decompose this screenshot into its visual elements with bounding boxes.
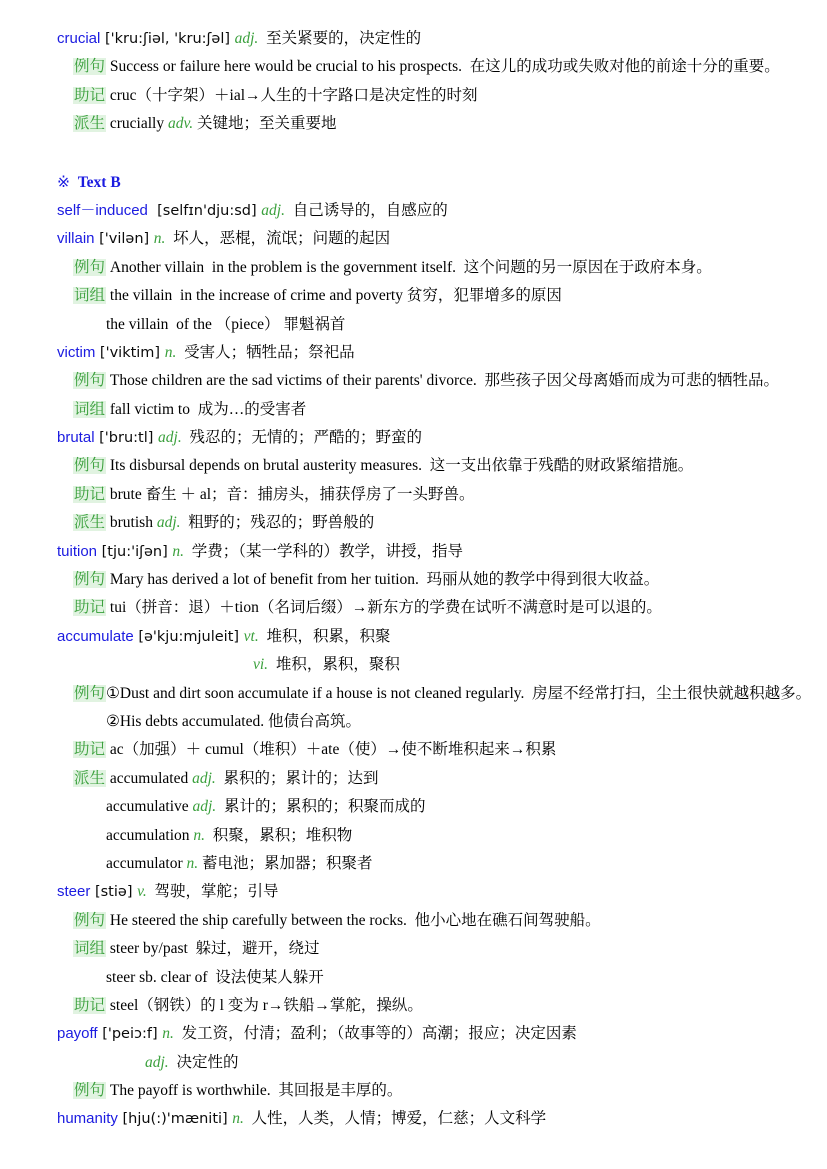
definition-text: ①Dust and dirt soon accumulate if a house is not cleaned regularly. 房屋不经常打扫，尘土很快就越积越多。: [106, 684, 812, 702]
headword: humanity: [57, 1110, 118, 1128]
phonetic: [hju(:)'mæniti]: [117, 1111, 233, 1128]
phrase-tag: 词组: [74, 940, 106, 958]
definition-text: 受害人；牺牲品；祭祀品: [176, 343, 355, 361]
pos-continuation-line: [145, 1049, 827, 1077]
definition-text: 至关紧要的，决定性的: [258, 30, 422, 47]
definition-text: Mary has derived a lot of benefit from her tuition. 玛丽从她的教学中得到很大收益。: [106, 571, 660, 589]
mnemonic-line: [73, 594, 827, 622]
derivative-line: [73, 509, 827, 537]
part-of-speech: n.: [193, 826, 205, 844]
definition-text: 学费；（某一学科的）教学，讲授，指导: [183, 542, 463, 560]
phrase-tag: 词组: [74, 400, 106, 418]
derivative-continuation-line: [106, 850, 827, 878]
definition-text: steer sb. clear of 设法使某人躲开: [106, 968, 324, 986]
mnemonic-tag: 助记: [74, 599, 106, 617]
example-line: [73, 907, 827, 935]
definition-text: cruc（十字架）＋ial→人生的十字路口是决定性的时刻: [106, 86, 478, 104]
mnemonic-tag: 助记: [74, 485, 106, 503]
definition-text: Its disbursal depends on brutal austerity measures. 这一支出依靠于残酷的财政紧缩措施。: [106, 457, 694, 475]
derivative-continuation-line: [106, 793, 827, 821]
mnemonic-line: [73, 481, 827, 509]
part-of-speech: n.: [186, 854, 199, 872]
definition-text: accumulated: [106, 769, 193, 787]
definition-text: 坏人，恶棍，流氓；问题的起因: [165, 230, 391, 248]
entry-accumulate: [57, 623, 827, 651]
part-of-speech: n.: [172, 542, 184, 560]
definition-text: crucially: [106, 115, 168, 133]
definition-text: accumulative: [106, 798, 193, 816]
headword: brutal: [57, 429, 95, 447]
definition-text: 积聚，累积；堆积物: [205, 826, 353, 844]
example-tag: 例句: [74, 571, 106, 589]
part-of-speech: adj.: [158, 429, 182, 447]
definition-text: The payoff is worthwhile. 其回报是丰厚的。: [106, 1082, 403, 1100]
part-of-speech: adv.: [168, 115, 194, 133]
example-tag: 例句: [74, 258, 106, 276]
definition-text: the villain of the （piece） 罪魁祸首: [106, 315, 346, 333]
definition-text: brutish: [106, 514, 157, 532]
definition-text: 关键地；至关重要地: [193, 115, 337, 133]
definition-text: 堆积，累积，聚积: [268, 656, 400, 674]
mnemonic-line: [73, 736, 827, 764]
part-of-speech: adj.: [192, 798, 217, 816]
definition-text: the villain in the increase of crime and poverty 贫穷，犯罪增多的原因: [106, 287, 562, 305]
entry-self-induced: [57, 197, 827, 225]
mnemonic-tag: 助记: [74, 741, 106, 759]
example-line: [73, 1077, 827, 1105]
example-line: [73, 452, 827, 480]
definition-text: 蓄电池；累加器；积聚者: [198, 854, 373, 872]
example-tag: 例句: [74, 457, 106, 475]
part-of-speech: adj.: [156, 514, 181, 532]
phonetic: ['viktim]: [95, 344, 165, 361]
derivative-line: [73, 110, 827, 138]
phonetic: [selfɪn'dju:sd]: [147, 202, 262, 219]
example-tag: 例句: [74, 911, 106, 929]
phrase-line: [73, 282, 827, 310]
mnemonic-tag: 助记: [74, 996, 106, 1014]
derivative-tag: 派生: [74, 115, 106, 133]
example-tag: 例句: [74, 1082, 106, 1100]
entry-tuition: [57, 538, 827, 566]
headword: payoff: [57, 1025, 98, 1043]
part-of-speech: v.: [137, 883, 147, 901]
part-of-speech: n.: [164, 343, 177, 361]
entry-victim: [57, 339, 827, 367]
definition-text: ac（加强）＋ cumul（堆积）＋ate（使）→使不断堆积起来→积累: [106, 741, 557, 759]
entry-humanity: [57, 1105, 827, 1133]
phonetic: [tju:'iʃən]: [97, 543, 173, 560]
phrase-line: [73, 396, 827, 424]
headword: accumulate: [57, 627, 134, 645]
definition-text: 人性，人类，人情；博爱，仁慈；人文科学: [243, 1110, 547, 1128]
derivative-continuation-line: [106, 822, 827, 850]
derivative-tag: 派生: [74, 514, 106, 532]
part-of-speech: adj.: [234, 30, 259, 47]
headword: crucial: [57, 30, 101, 47]
document-body: [0, 25, 827, 1134]
phrase-line: [73, 935, 827, 963]
phonetic: [stiə]: [90, 884, 138, 901]
definition-text: ②His debts accumulated. 他债台高筑。: [106, 712, 361, 730]
phonetic: ['kru:ʃiəl, 'kru:ʃəl]: [100, 31, 235, 47]
definition-text: Success or failure here would be crucial to his prospects. 在这儿的成功或失败对他的前途十分的重要。: [106, 58, 780, 76]
pos-continuation-line: [253, 651, 827, 679]
derivative-tag: 派生: [74, 769, 106, 787]
definition-text: tui（拼音：退）＋tion（名词后缀）→新东方的学费在试听不满意时是可以退的。: [106, 599, 662, 617]
headword: steer: [57, 883, 91, 901]
entry-crucial: [57, 25, 827, 53]
definition-text: brute 畜生 ＋ al；音：捕房头，捕获俘房了一头野兽。: [106, 485, 475, 503]
definition-text: 自己诱导的，自感应的: [284, 201, 448, 219]
definition-text: 发工资，付清；盈利；（故事等的）高潮；报应；决定因素: [173, 1025, 577, 1043]
phonetic: [ə'kju:mjuleit]: [133, 628, 244, 645]
definition-text: accumulation: [106, 826, 194, 844]
phrase-tag: 词组: [74, 287, 106, 305]
example-line: [73, 680, 827, 708]
entry-villain: [57, 225, 827, 253]
entry-steer: [57, 878, 827, 906]
entry-payoff: [57, 1020, 827, 1048]
definition-text: 驾驶，掌舵；引导: [146, 883, 279, 901]
definition-text: 决定性的: [168, 1053, 239, 1071]
definition-text: 残忍的；无情的；严酷的；野蛮的: [181, 429, 422, 447]
example-line: [73, 53, 827, 81]
mnemonic-line: [73, 992, 827, 1020]
definition-text: Another villain in the problem is the government itself. 这个问题的另一原因在于政府本身。: [106, 258, 712, 276]
example-line: [73, 566, 827, 594]
headword: self－induced: [57, 201, 148, 219]
example-continuation-line: [106, 708, 827, 736]
part-of-speech: vi.: [253, 656, 269, 674]
definition-text: steel（钢铁）的 l 变为 r→铁船→掌舵，操纵。: [106, 996, 423, 1014]
example-tag: 例句: [74, 684, 106, 702]
definition-text: 堆积，积累，积聚: [258, 627, 391, 645]
phonetic: ['bru:tl]: [94, 430, 159, 447]
entry-brutal: [57, 424, 827, 452]
definition-text: 累计的；累积的；积聚而成的: [216, 798, 426, 816]
mnemonic-line: [73, 82, 827, 110]
example-line: [73, 367, 827, 395]
phonetic: ['peiɔ:f]: [97, 1026, 163, 1043]
part-of-speech: adj.: [261, 201, 285, 219]
phrase-continuation-line: [106, 964, 827, 992]
headword: villain: [57, 230, 95, 248]
blank-line: [0, 139, 827, 169]
part-of-speech: adj.: [145, 1053, 169, 1071]
headword: tuition: [57, 542, 98, 560]
part-of-speech: adj.: [192, 769, 216, 787]
part-of-speech: vt.: [243, 627, 259, 645]
definition-text: He steered the ship carefully between the rocks. 他小心地在礁石间驾驶船。: [106, 911, 601, 929]
phonetic: ['vilən]: [94, 231, 154, 248]
definition-text: fall victim to 成为…的受害者: [106, 400, 307, 418]
section-marker-icon: ※: [57, 173, 78, 191]
definition-text: accumulator: [106, 854, 187, 872]
definition-text: 累积的；累计的；达到: [215, 769, 379, 787]
phrase-continuation-line: [106, 311, 827, 339]
part-of-speech: n.: [162, 1025, 174, 1043]
part-of-speech: n.: [153, 230, 166, 248]
derivative-line: [73, 765, 827, 793]
mnemonic-tag: 助记: [74, 86, 106, 104]
definition-text: Those children are the sad victims of their parents' divorce. 那些孩子因父母离婚而成为可悲的牺牲品。: [106, 372, 780, 390]
example-line: [73, 254, 827, 282]
part-of-speech: n.: [232, 1110, 244, 1128]
section-title: Text B: [77, 173, 121, 191]
section-heading: [57, 169, 827, 197]
example-tag: 例句: [74, 372, 106, 390]
headword: victim: [57, 343, 96, 361]
definition-text: 粗野的；残忍的；野兽般的: [180, 514, 375, 532]
example-tag: 例句: [74, 58, 106, 76]
definition-text: steer by/past 躲过，避开，绕过: [106, 940, 320, 958]
